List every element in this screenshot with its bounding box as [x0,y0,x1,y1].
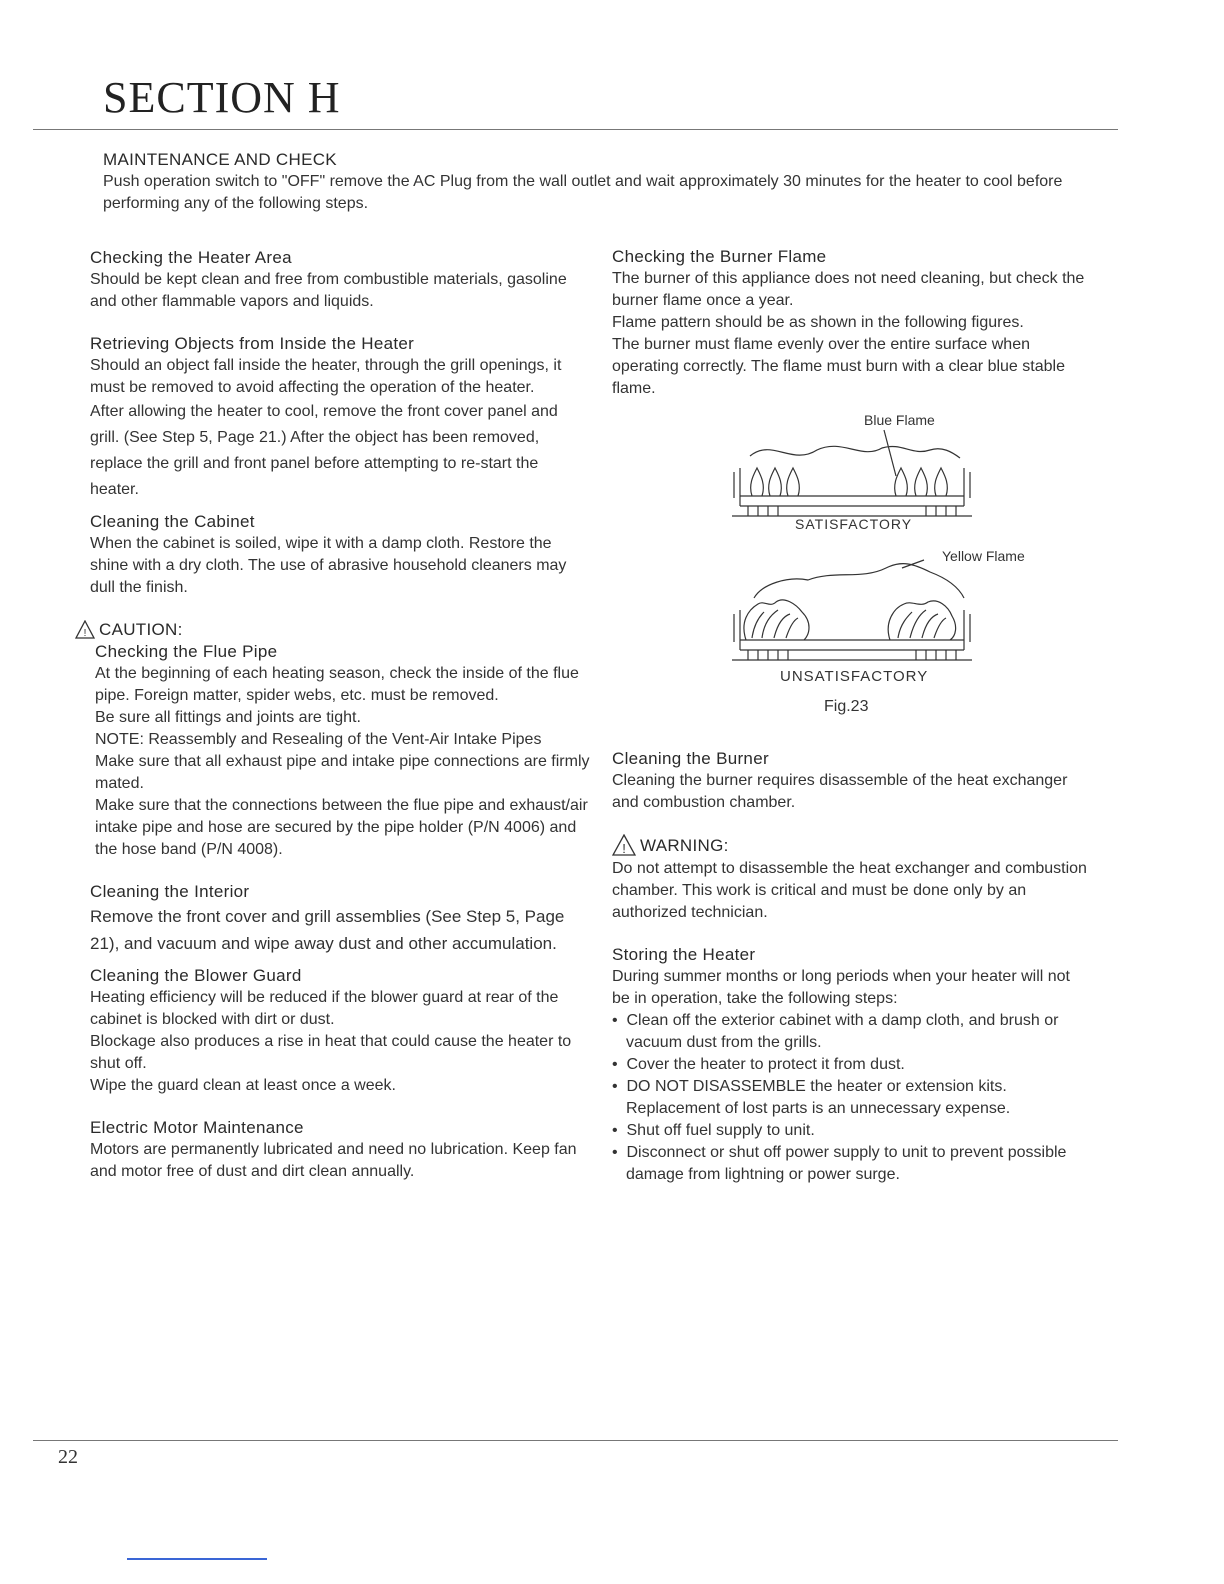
heater-area-text: Should be kept clean and free from combustible materials, gasoline and other flammable vapors and liquids. [90,271,567,310]
caution-label: CAUTION: [99,620,183,639]
footer-divider [33,1440,1118,1441]
storing-step: • Shut off fuel supply to unit. [612,1120,1092,1142]
satisfactory-label: SATISFACTORY [795,516,913,532]
warning-title [612,834,1092,858]
svg-text:!: ! [83,628,87,639]
interior-heading: Cleaning the Interior [90,882,250,901]
intro-heading: MAINTENANCE AND CHECK [103,150,337,169]
cabinet-heading: Cleaning the Cabinet [90,512,255,531]
burner-flame-text-2: Flame pattern should be as shown in the following figures. [612,314,1024,331]
flue-pipe-text-2: Be sure all fittings and joints are tight. [95,709,361,726]
blower-heading: Cleaning the Blower Guard [90,966,302,985]
flue-pipe-heading: Checking the Flue Pipe [95,642,278,661]
retrieving-heading: Retrieving Objects from Inside the Heater [90,334,415,353]
blower-text-1: Heating efficiency will be reduced if the blower guard at rear of the cabinet is blocked with dirt or dust. [90,989,559,1028]
blower-text-2: Blockage also produces a rise in heat that could cause the heater to shut off. [90,1033,572,1072]
yellow-flame-label: Yellow Flame [942,548,1025,564]
warning-text: Do not attempt to disassemble the heat exchanger and combustion chamber. This work is critical and must be done only by an authorized technician. [612,860,1087,921]
intro-text: Push operation switch to "OFF" remove the AC Plug from the wall outlet and wait approximately 30 minutes for the heater to cool before performing any of the following steps. [103,173,1063,212]
figure-caption: Fig.23 [824,698,869,715]
cleaning-burner-text: Cleaning the burner requires disassemble of the heat exchanger and combustion chamber. [612,772,1068,811]
storing-heading: Storing the Heater [612,945,756,964]
burner-flame-text-3: The burner must flame evenly over the entire surface when operating correctly. The flame must burn with a clear blue stable flame. [612,336,1065,397]
retrieving-text-2: After allowing the heater to cool, remove the front cover panel and grill. (See Step 5, Page 21.) After the object has been removed, replace the grill and front panel before attempting to re-start the heater. [90,403,558,498]
flue-pipe-text-3: Make sure that all exhaust pipe and intake pipe connections are firmly mated. [95,753,590,792]
burner-flame-heading: Checking the Burner Flame [612,247,827,266]
blue-flame-label: Blue Flame [864,412,935,428]
motor-text: Motors are permanently lubricated and need no lubrication. Keep fan and motor free of dust and dirt clean annually. [90,1141,577,1180]
blower-text-3: Wipe the guard clean at least once a week. [90,1077,396,1094]
page-number: 22 [58,1446,78,1468]
caution-triangle-icon [75,620,97,640]
unsatisfactory-burner-drawing [732,560,972,660]
retrieving-text-1: Should an object fall inside the heater, through the grill openings, it must be removed to avoid affecting the operation of the heater. [90,357,562,396]
unsatisfactory-label: UNSATISFACTORY [780,668,929,685]
warning-label: WARNING: [640,836,729,855]
storing-step: • DO NOT DISASSEMBLE the heater or extension kits. Replacement of lost parts is an unnecessary expense. [612,1076,1092,1120]
scan-mark-line [127,1558,267,1560]
heater-area-heading: Checking the Heater Area [90,248,292,267]
motor-heading: Electric Motor Maintenance [90,1118,304,1137]
flame-figure [612,408,1092,715]
svg-text:!: ! [622,841,626,856]
header-divider [33,129,1118,130]
storing-step: • Clean off the exterior cabinet with a damp cloth, and brush or vacuum dust from the grills. [612,1010,1092,1054]
storing-steps-list [612,1010,1092,1186]
section-title: SECTION H [103,73,341,122]
left-column [83,247,590,1203]
cabinet-text: When the cabinet is soiled, wipe it with a damp cloth. Restore the shine with a dry cloth. The use of abrasive household cleaners may dull the finish. [90,535,567,596]
storing-step: • Cover the heater to protect it from dust. [612,1054,1092,1076]
right-column [612,246,1092,1206]
storing-text: During summer months or long periods when your heater will not be in operation, take the following steps: [612,968,1070,1007]
flue-pipe-text-1: At the beginning of each heating season, check the inside of the flue pipe. Foreign matter, spider webs, etc. must be removed. [95,665,579,704]
caution-title [75,619,590,641]
satisfactory-burner-drawing [732,430,972,516]
vent-note: NOTE: Reassembly and Resealing of the Vent-Air Intake Pipes [95,731,542,748]
cleaning-burner-heading: Cleaning the Burner [612,749,769,768]
intro [103,149,1103,215]
burner-flame-text-1: The burner of this appliance does not need cleaning, but check the burner flame once a year. [612,270,1085,309]
warning-triangle-icon [612,834,638,858]
interior-text: Remove the front cover and grill assemblies (See Step 5, Page 21), and vacuum and wipe away dust and other accumulation. [90,907,565,953]
storing-step: • Disconnect or shut off power supply to unit to prevent possible damage from lightning or power surge. [612,1142,1092,1186]
flue-pipe-text-4: Make sure that the connections between the flue pipe and exhaust/air intake pipe and hose are secured by the pipe holder (P/N 4006) and the hose band (P/N 4008). [95,797,588,858]
